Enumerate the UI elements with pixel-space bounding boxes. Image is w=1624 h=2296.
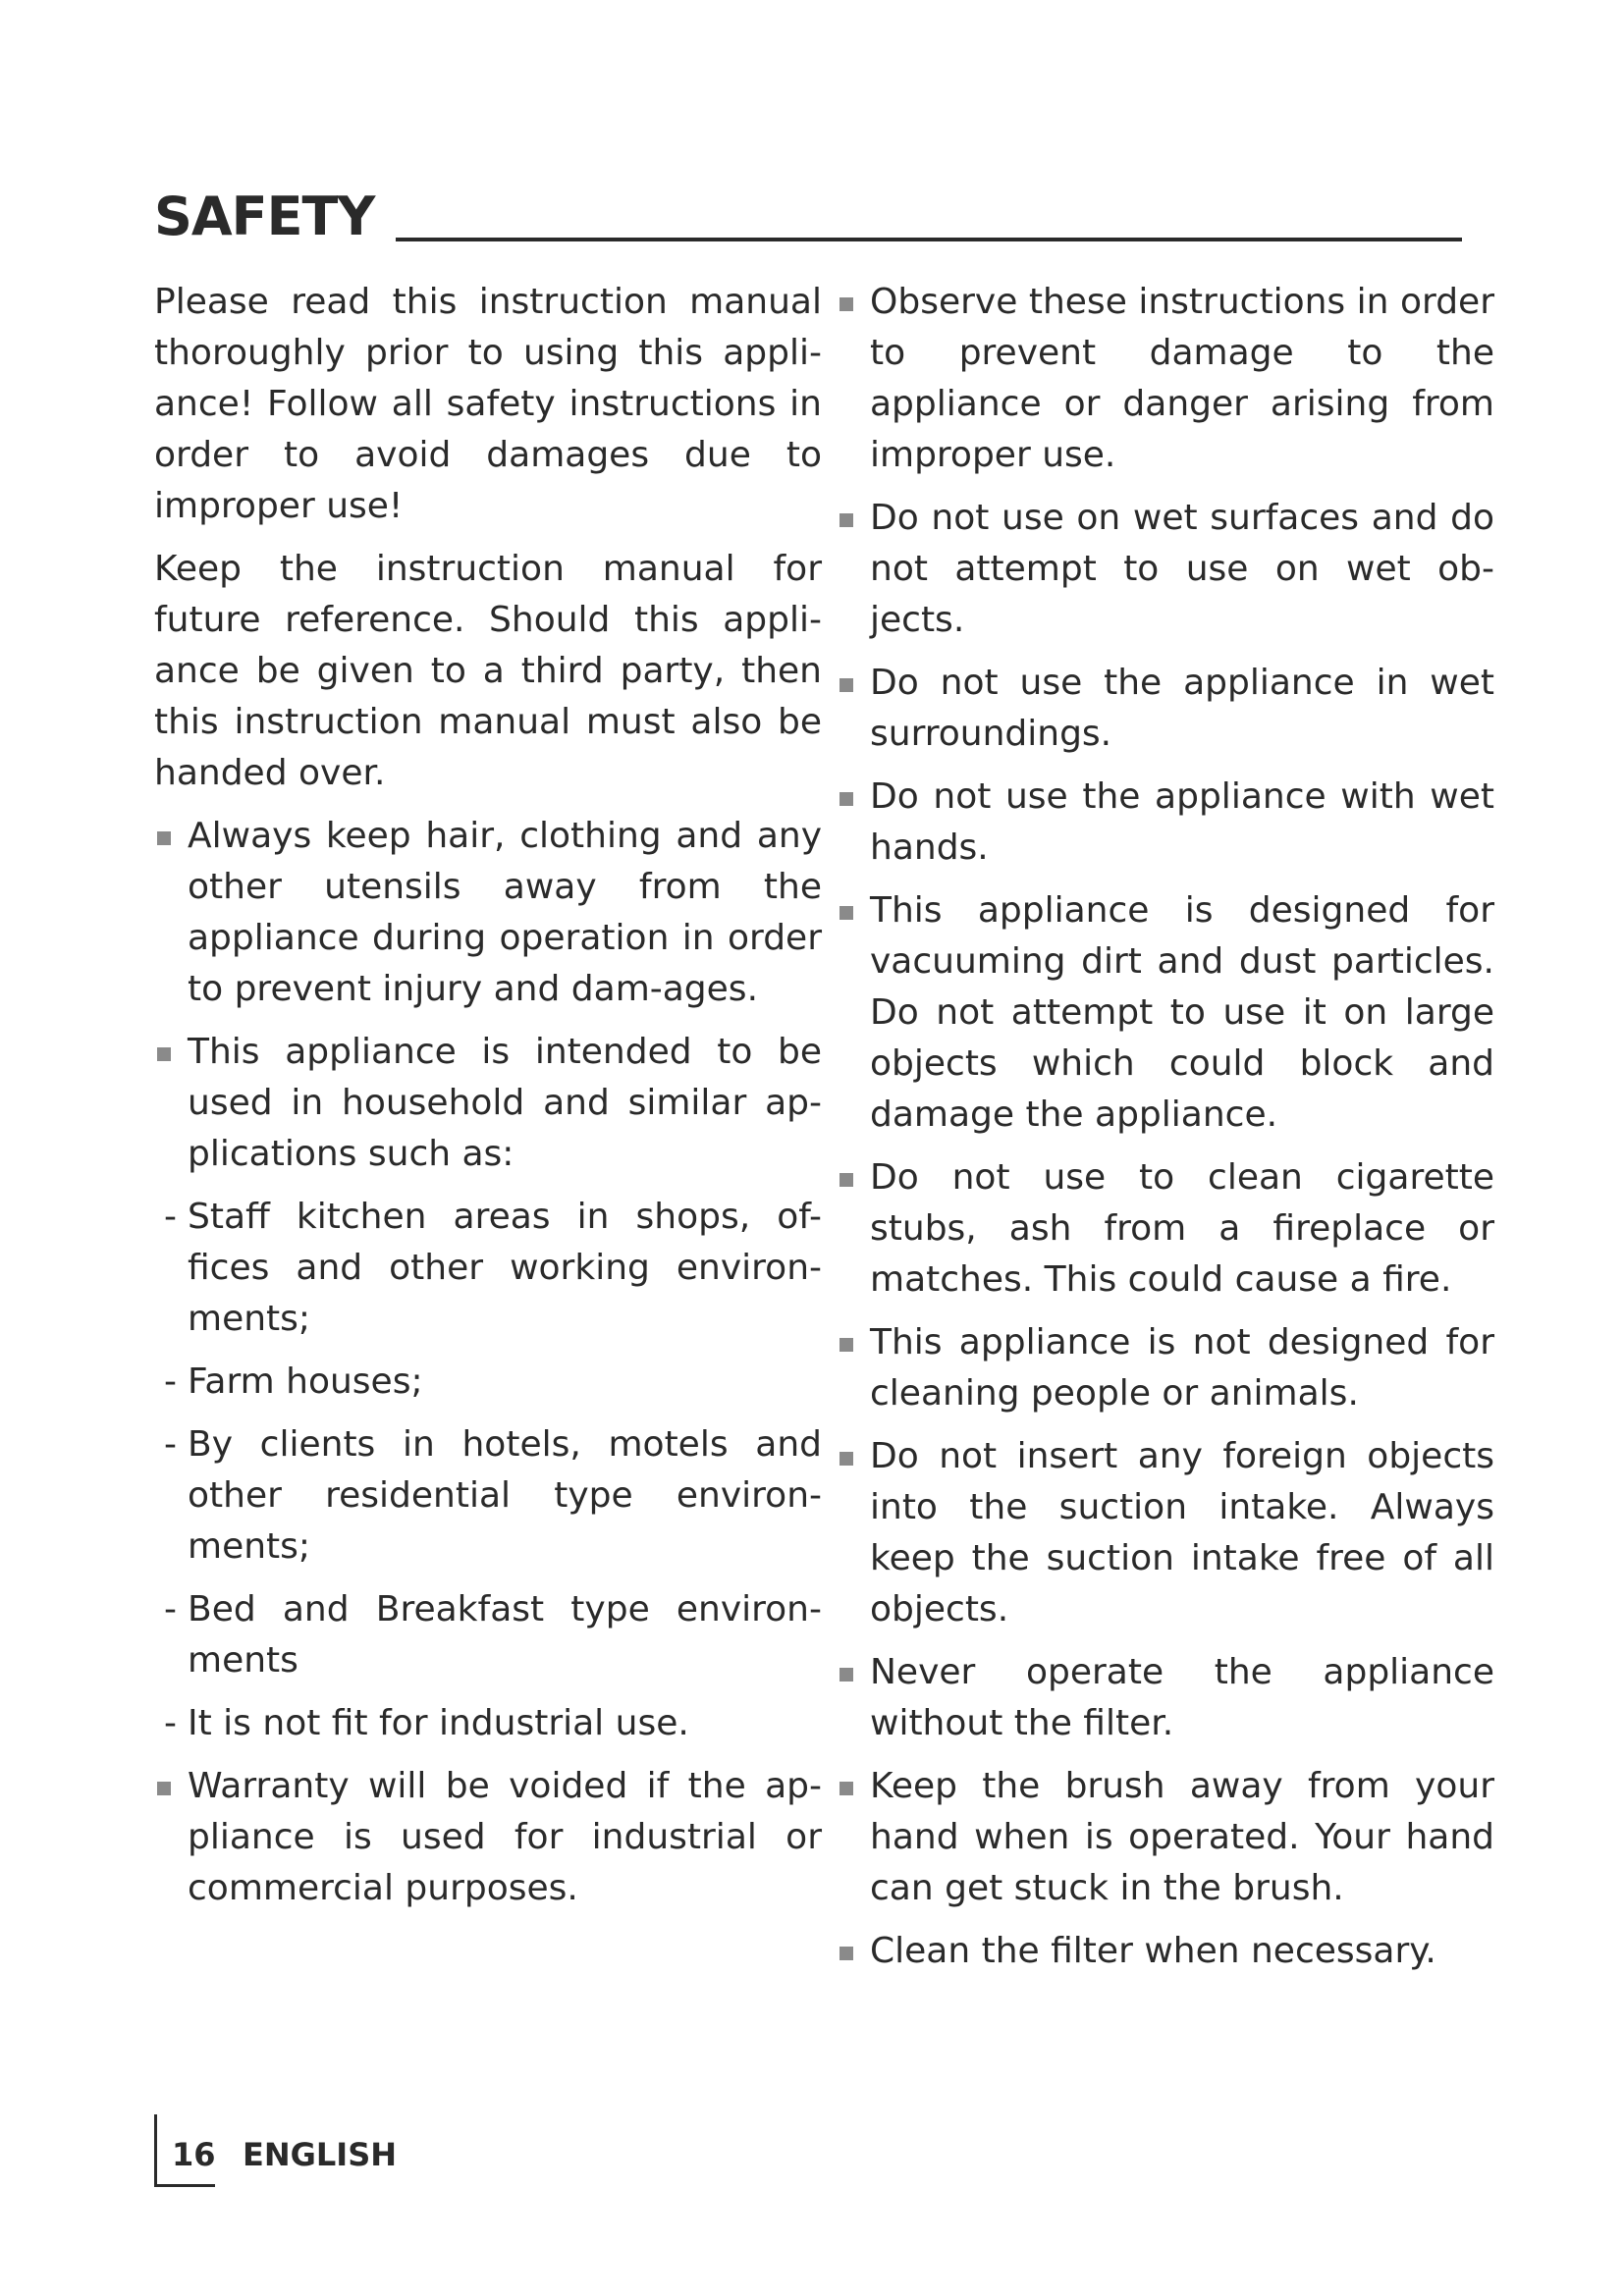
dash-item: [154, 1698, 822, 1749]
safety-bullet: [837, 1647, 1494, 1749]
bullet-square-icon: [839, 297, 853, 311]
bullet-text: Do not use the appliance in wet surroundings.: [870, 663, 1494, 754]
dash-text: Farm houses;: [188, 1362, 423, 1402]
safety-bullet: [837, 885, 1494, 1141]
dash-text: Bed and Breakfast type environ-ments: [188, 1589, 822, 1681]
bullet-square-icon: [157, 1047, 171, 1061]
bullet-square-icon: [839, 1452, 853, 1466]
dash-marker: -: [164, 1197, 177, 1237]
bullet-square-icon: [839, 792, 853, 806]
dash-text: Staff kitchen areas in shops, of-fices and other working environ-ments;: [188, 1197, 822, 1339]
bullet-text: Never operate the appliance without the filter.: [870, 1652, 1494, 1743]
page-title: SAFETY: [154, 186, 375, 247]
dash-marker: -: [164, 1424, 177, 1465]
page-number: 16: [172, 2136, 216, 2173]
intro-paragraph: Keep the instruction manual for future reference. Should this appli-ance be given to a third party, then this instruction manual must also be handed over.: [154, 549, 822, 793]
bullet-text: Warranty will be voided if the ap-pliance is used for industrial or commercial purposes.: [188, 1766, 822, 1908]
dash-text: By clients in hotels, motels and other residential type environ-ments;: [188, 1424, 822, 1567]
safety-bullet: [837, 1431, 1494, 1635]
safety-bullet: [154, 1027, 822, 1180]
bullet-text: Always keep hair, clothing and any other utensils away from the appliance during operation in order to prevent injury and dam-ages.: [188, 816, 822, 1009]
safety-bullet: [154, 1761, 822, 1914]
bullet-square-icon: [157, 1782, 171, 1795]
dash-item: [154, 1192, 822, 1345]
bullet-text: Clean the filter when necessary.: [870, 1931, 1436, 1971]
bullet-text: This appliance is intended to be used in household and similar ap-plications such as:: [188, 1032, 822, 1174]
bullet-text: Do not use on wet surfaces and do not attempt to use on wet ob-jects.: [870, 498, 1494, 640]
intro-paragraph: Please read this instruction manual thoroughly prior to using this appli-ance! Follow all safety instructions in order to avoid damages due to improper use!: [154, 282, 822, 526]
bullet-square-icon: [839, 1947, 853, 1960]
dash-marker: -: [164, 1362, 177, 1402]
safety-bullet: [837, 1761, 1494, 1914]
safety-bullet: [837, 1926, 1494, 1977]
dash-item: [154, 1419, 822, 1573]
page-footer: [154, 2114, 547, 2187]
footer-underline: [154, 2184, 215, 2187]
bullet-square-icon: [839, 1782, 853, 1795]
safety-bullet: [837, 277, 1494, 481]
right-column: [837, 277, 1494, 1989]
dash-item: [154, 1584, 822, 1686]
safety-bullet: [837, 493, 1494, 646]
safety-bullet: [837, 1152, 1494, 1306]
language-label: ENGLISH: [243, 2136, 398, 2173]
bullet-square-icon: [157, 831, 171, 845]
bullet-square-icon: [839, 1173, 853, 1187]
bullet-text: Do not use to clean cigarette stubs, ash from a fireplace or matches. This could cause a fire.: [870, 1157, 1494, 1300]
dash-marker: -: [164, 1703, 177, 1743]
dash-text: It is not fit for industrial use.: [188, 1703, 689, 1743]
safety-bullet: [837, 1317, 1494, 1419]
footer-bracket: [154, 2114, 157, 2187]
dash-marker: -: [164, 1589, 177, 1629]
bullet-text: Do not use the appliance with wet hands.: [870, 776, 1494, 868]
section-heading: [154, 175, 1462, 247]
left-safety-list: [154, 811, 822, 1914]
bullet-text: Keep the brush away from your hand when is operated. Your hand can get stuck in the brush.: [870, 1766, 1494, 1908]
left-column: [154, 277, 822, 1926]
bullet-text: Observe these instructions in order to prevent damage to the appliance or danger arising from improper use.: [870, 282, 1494, 475]
bullet-text: This appliance is designed for vacuuming dirt and dust particles. Do not attempt to use it on large objects which could block and damage the appliance.: [870, 890, 1494, 1135]
dash-item: [154, 1357, 822, 1408]
bullet-square-icon: [839, 678, 853, 692]
safety-bullet: [154, 811, 822, 1015]
bullet-text: This appliance is not designed for cleaning people or animals.: [870, 1322, 1494, 1414]
heading-rule: [396, 238, 1462, 241]
safety-bullet: [837, 772, 1494, 874]
bullet-square-icon: [839, 906, 853, 920]
safety-bullet: [837, 658, 1494, 760]
right-safety-list: [837, 277, 1494, 1977]
bullet-square-icon: [839, 513, 853, 527]
bullet-text: Do not insert any foreign objects into the suction intake. Always keep the suction intake free of all objects.: [870, 1436, 1494, 1629]
bullet-square-icon: [839, 1668, 853, 1682]
bullet-square-icon: [839, 1338, 853, 1352]
